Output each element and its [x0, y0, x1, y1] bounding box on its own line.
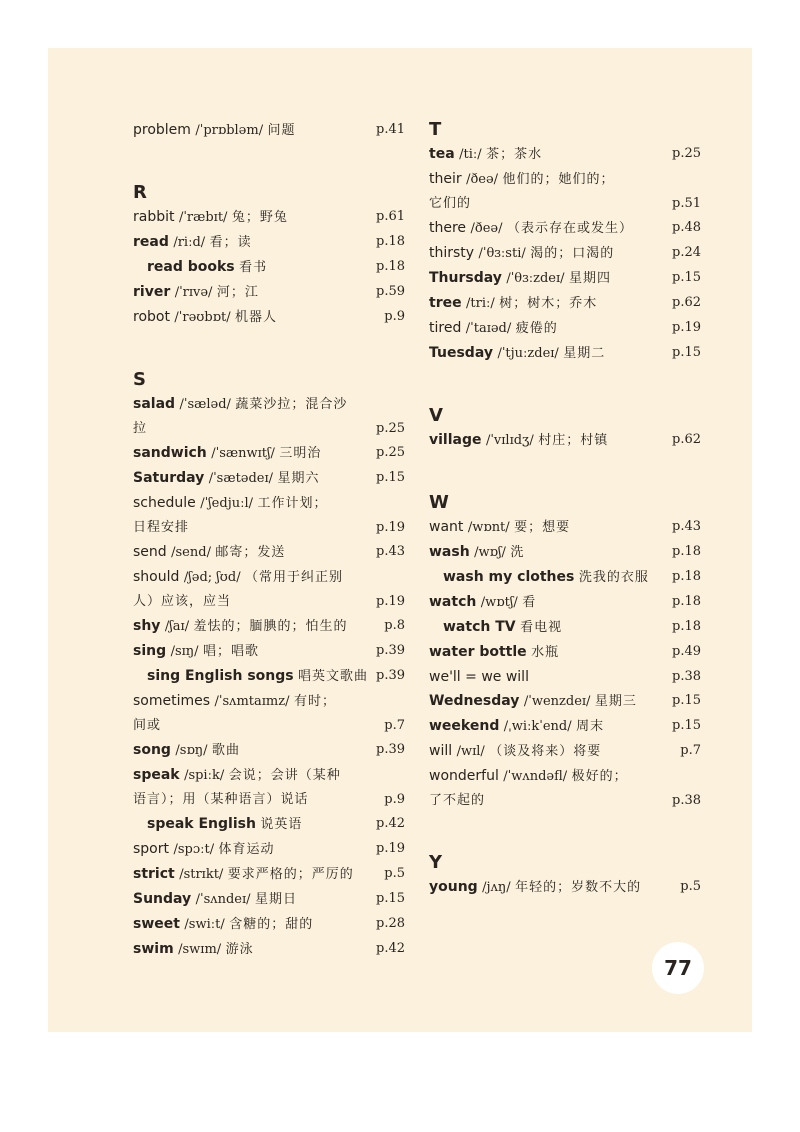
glossary-entry	[133, 441, 405, 466]
entry-word: tree	[429, 295, 462, 311]
entry-pronunciation: /wɪl/	[456, 744, 485, 759]
entry-meaning: 含糖的；甜的	[229, 917, 314, 932]
entry-pronunciation: /wɒtʃ/	[480, 595, 518, 610]
section-spacer	[429, 366, 701, 390]
entry-meaning: 日程安排	[133, 520, 190, 535]
glossary-entry	[429, 241, 701, 266]
entry-pronunciation: /swɪm/	[178, 942, 222, 957]
entry-page-ref: p.62	[672, 432, 701, 447]
glossary-sub-entry	[429, 615, 701, 640]
entry-word: read	[133, 234, 169, 250]
entry-word: schedule	[133, 495, 196, 511]
glossary-entry	[429, 515, 701, 540]
entry-page-ref: p.38	[672, 669, 701, 684]
glossary-entry	[429, 216, 701, 241]
entry-pronunciation: /swiːt/	[184, 917, 225, 932]
glossary-entry	[429, 142, 701, 167]
entry-word: Sunday	[133, 891, 192, 907]
glossary-entry	[133, 118, 405, 143]
entry-word: send	[133, 544, 167, 560]
entry-pronunciation: /ˈrəʊbɒt/	[174, 310, 231, 325]
entry-meaning: 渴的；口渴的	[530, 246, 615, 261]
entry-continuation	[429, 789, 701, 813]
entry-page-ref: p.15	[376, 891, 405, 906]
entry-pronunciation: /ˈprɒbləm/	[195, 123, 264, 138]
entry-continuation	[133, 714, 405, 738]
entry-meaning: 了不起的	[429, 793, 486, 808]
entry-page-ref: p.25	[376, 421, 405, 436]
entry-meaning: 人）应该，应当	[133, 594, 232, 609]
glossary-entry	[429, 640, 701, 665]
glossary-entry	[133, 639, 405, 664]
glossary-entry	[429, 689, 701, 714]
entry-page-ref: p.38	[672, 793, 701, 808]
entry-meaning: 问题	[267, 123, 296, 138]
glossary-entry	[133, 540, 405, 565]
entry-meaning: 周末	[576, 719, 605, 734]
letter-heading: T	[429, 119, 442, 140]
entry-pronunciation: /wɒnt/	[467, 520, 510, 535]
entry-word: we'll = we will	[429, 669, 529, 685]
entry-meaning: 看	[522, 595, 537, 610]
entry-meaning: 村庄；村镇	[538, 433, 609, 448]
entry-meaning: 歌曲	[212, 743, 241, 758]
entry-meaning: 洗	[510, 545, 525, 560]
entry-pronunciation: /send/	[171, 545, 211, 560]
glossary-entry	[429, 590, 701, 615]
entry-word: speak	[133, 767, 180, 783]
glossary-entry	[429, 714, 701, 739]
entry-page-ref: p.42	[376, 816, 405, 831]
section-spacer	[133, 143, 405, 167]
glossary-entry	[133, 763, 405, 788]
entry-word: should	[133, 569, 180, 585]
entry-page-ref: p.15	[672, 270, 701, 285]
glossary-entry	[429, 764, 701, 789]
entry-word: will	[429, 743, 453, 759]
entry-meaning: 兔；野兔	[231, 210, 288, 225]
entry-word: wash	[429, 544, 470, 560]
entry-meaning: 茶；茶水	[486, 147, 543, 162]
entry-pronunciation: /ˈʃedjuːl/	[200, 496, 254, 511]
entry-word: river	[133, 284, 171, 300]
entry-page-ref: p.18	[376, 234, 405, 249]
entry-meaning: 河；江	[216, 285, 259, 300]
entry-page-ref: p.43	[376, 544, 405, 559]
entry-meaning: 体育运动	[218, 842, 275, 857]
entry-word: salad	[133, 396, 176, 412]
letter-heading: S	[133, 369, 146, 390]
entry-meaning: 三明治	[279, 446, 322, 461]
entry-meaning: 要求严格的；严厉的	[227, 867, 354, 882]
entry-meaning: 工作计划；	[257, 496, 328, 511]
entry-pronunciation: /ˈθɜːzdeɪ/	[506, 271, 565, 286]
glossary-entry	[133, 305, 405, 330]
entry-word: swim	[133, 941, 174, 957]
entry-word: wonderful	[429, 768, 499, 784]
entry-meaning: 年轻的；岁数不大的	[515, 880, 642, 895]
entry-pronunciation: /triː/	[466, 296, 495, 311]
entry-pronunciation: /riːd/	[173, 235, 206, 250]
glossary-entry	[429, 428, 701, 453]
entry-meaning: 水瓶	[531, 645, 560, 660]
entry-word: Tuesday	[429, 345, 493, 361]
entry-word: robot	[133, 309, 170, 325]
entry-pronunciation: /sɒŋ/	[175, 743, 208, 758]
entry-word: speak English	[147, 816, 256, 832]
entry-word: Saturday	[133, 470, 205, 486]
entry-meaning: 他们的；她们的；	[502, 172, 615, 187]
entry-meaning: 唱；唱歌	[203, 644, 260, 659]
entry-meaning: 说英语	[260, 817, 303, 832]
entry-pronunciation: /wɒʃ/	[474, 545, 506, 560]
entry-pronunciation: /spiːk/	[184, 768, 225, 783]
entry-page-ref: p.49	[672, 644, 701, 659]
entry-word: sport	[133, 841, 169, 857]
glossary-sub-entry	[133, 255, 405, 280]
entry-page-ref: p.19	[672, 320, 701, 335]
entry-page-ref: p.15	[672, 693, 701, 708]
glossary-entry	[429, 665, 701, 689]
glossary-entry	[133, 614, 405, 639]
entry-pronunciation: /ʃaɪ/	[164, 619, 190, 634]
entry-pronunciation: /ðeə/	[470, 221, 503, 236]
entry-page-ref: p.39	[376, 643, 405, 658]
entry-page-ref: p.7	[680, 743, 701, 758]
entry-page-ref: p.5	[384, 866, 405, 881]
entry-page-ref: p.42	[376, 941, 405, 956]
letter-heading: V	[429, 405, 443, 426]
glossary-sub-entry	[133, 664, 405, 689]
entry-page-ref: p.18	[376, 259, 405, 274]
glossary-column-right	[429, 118, 701, 900]
glossary-entry	[429, 316, 701, 341]
entry-page-ref: p.62	[672, 295, 701, 310]
entry-word: rabbit	[133, 209, 175, 225]
entry-page-ref: p.18	[672, 594, 701, 609]
entry-page-ref: p.61	[376, 209, 405, 224]
entry-page-ref: p.41	[376, 122, 405, 137]
glossary-entry	[133, 280, 405, 305]
entry-meaning: 星期三	[594, 694, 637, 709]
entry-pronunciation: /ˈsænwɪtʃ/	[211, 446, 275, 461]
entry-pronunciation: /ˈrɪvə/	[174, 285, 213, 300]
entry-page-ref: p.25	[376, 445, 405, 460]
entry-pronunciation: /tiː/	[459, 147, 482, 162]
glossary-entry	[133, 837, 405, 862]
entry-word: sing	[133, 643, 167, 659]
entry-pronunciation: /ˈtjuːzdeɪ/	[497, 346, 559, 361]
entry-meaning: 疲倦的	[515, 321, 558, 336]
glossary-entry	[133, 205, 405, 230]
entry-word: their	[429, 171, 462, 187]
entry-word: watch TV	[443, 619, 516, 635]
section-spacer	[429, 453, 701, 477]
entry-page-ref: p.15	[672, 345, 701, 360]
glossary-entry	[133, 738, 405, 763]
entry-meaning: 它们的	[429, 196, 472, 211]
glossary-entry	[429, 875, 701, 900]
glossary-entry	[429, 341, 701, 366]
entry-meaning: 看；读	[209, 235, 252, 250]
entry-pronunciation: /ˈwenzdeɪ/	[523, 694, 591, 709]
entry-meaning: 间或	[133, 718, 162, 733]
entry-pronunciation: /ˌwiːkˈend/	[503, 719, 572, 734]
entry-continuation	[429, 192, 701, 216]
glossary-entry	[429, 540, 701, 565]
glossary-entry	[429, 266, 701, 291]
entry-pronunciation: /ðeə/	[466, 172, 499, 187]
entry-page-ref: p.5	[680, 879, 701, 894]
entry-word: song	[133, 742, 171, 758]
entry-pronunciation: /ˈθɜːsti/	[478, 246, 526, 261]
entry-word: sometimes	[133, 693, 211, 709]
glossary-entry	[133, 937, 405, 962]
glossary-entry	[133, 912, 405, 937]
letter-heading: W	[429, 492, 449, 513]
entry-meaning: 会说；会讲（某种	[228, 768, 341, 783]
entry-word: there	[429, 220, 467, 236]
entry-meaning: 星期四	[568, 271, 611, 286]
entry-pronunciation: /ˈtaɪəd/	[465, 321, 512, 336]
entry-word: sweet	[133, 916, 180, 932]
entry-meaning: 游泳	[225, 942, 254, 957]
glossary-column-left	[133, 118, 405, 962]
entry-meaning: 羞怯的；腼腆的；怕生的	[193, 619, 348, 634]
entry-pronunciation: /ˈvɪlɪdʒ/	[485, 433, 534, 448]
entry-page-ref: p.19	[376, 520, 405, 535]
entry-page-ref: p.43	[672, 519, 701, 534]
entry-page-ref: p.8	[384, 618, 405, 633]
entry-meaning: 有时；	[293, 694, 336, 709]
entry-page-ref: p.39	[376, 742, 405, 757]
entry-continuation	[133, 417, 405, 441]
glossary-sub-entry	[133, 812, 405, 837]
glossary-entry	[429, 167, 701, 192]
glossary-entry	[133, 491, 405, 516]
entry-word: tired	[429, 320, 462, 336]
entry-meaning: 机器人	[235, 310, 278, 325]
entry-pronunciation: /strɪkt/	[179, 867, 224, 882]
entry-meaning: 邮寄；发送	[215, 545, 286, 560]
entry-page-ref: p.15	[672, 718, 701, 733]
glossary-sub-entry	[429, 565, 701, 590]
entry-page-ref: p.19	[376, 841, 405, 856]
entry-word: sandwich	[133, 445, 207, 461]
entry-page-ref: p.9	[384, 792, 405, 807]
entry-word: read books	[147, 259, 235, 275]
entry-meaning: （表示存在或发生）	[506, 221, 633, 236]
entry-page-ref: p.18	[672, 544, 701, 559]
section-spacer	[133, 330, 405, 354]
entry-word: thirsty	[429, 245, 475, 261]
entry-meaning: （常用于纠正别	[245, 570, 344, 585]
entry-meaning: （谈及将来）将要	[489, 744, 602, 759]
letter-heading: Y	[429, 852, 443, 873]
entry-word: Thursday	[429, 270, 502, 286]
entry-meaning: 语言）；用（某种语言）说话	[133, 792, 309, 807]
entry-page-ref: p.39	[376, 668, 405, 683]
entry-word: village	[429, 432, 482, 448]
entry-word: water bottle	[429, 644, 527, 660]
entry-meaning: 星期六	[277, 471, 320, 486]
entry-word: tea	[429, 146, 455, 162]
entry-meaning: 看书	[239, 260, 268, 275]
entry-page-ref: p.28	[376, 916, 405, 931]
entry-pronunciation: /jʌŋ/	[482, 880, 511, 895]
entry-pronunciation: /ˈsætədeɪ/	[208, 471, 274, 486]
page-number: 77	[652, 942, 704, 994]
glossary-entry	[133, 392, 405, 417]
glossary-entry	[133, 565, 405, 590]
entry-pronunciation: /ʃəd; ʃʊd/	[183, 570, 241, 585]
entry-meaning: 星期日	[255, 892, 298, 907]
entry-meaning: 树；树木；乔木	[499, 296, 598, 311]
entry-word: want	[429, 519, 464, 535]
entry-pronunciation: /sɪŋ/	[170, 644, 199, 659]
entry-page-ref: p.24	[672, 245, 701, 260]
glossary-entry	[133, 862, 405, 887]
entry-meaning: 蔬菜沙拉；混合沙	[235, 397, 348, 412]
entry-page-ref: p.59	[376, 284, 405, 299]
entry-word: sing English songs	[147, 668, 294, 684]
entry-page-ref: p.18	[672, 569, 701, 584]
entry-pronunciation: /ˈræbɪt/	[178, 210, 228, 225]
entry-page-ref: p.7	[384, 718, 405, 733]
entry-page-ref: p.48	[672, 220, 701, 235]
glossary-entry	[429, 291, 701, 316]
entry-pronunciation: /ˈsʌndeɪ/	[195, 892, 251, 907]
entry-meaning: 看电视	[520, 620, 563, 635]
entry-pronunciation: /ˈwʌndəfl/	[503, 769, 568, 784]
entry-meaning: 极好的；	[571, 769, 628, 784]
entry-word: problem	[133, 122, 191, 138]
entry-meaning: 要；想要	[514, 520, 571, 535]
entry-pronunciation: /ˈsʌmtaɪmz/	[214, 694, 290, 709]
entry-word: wash my clothes	[443, 569, 575, 585]
glossary-entry	[133, 230, 405, 255]
entry-word: Wednesday	[429, 693, 520, 709]
letter-heading: R	[133, 182, 147, 203]
section-spacer	[429, 813, 701, 837]
entry-page-ref: p.19	[376, 594, 405, 609]
entry-word: strict	[133, 866, 175, 882]
entry-meaning: 唱英文歌曲	[298, 669, 369, 684]
glossary-entry	[133, 466, 405, 491]
glossary-entry	[133, 887, 405, 912]
entry-meaning: 洗我的衣服	[578, 570, 649, 585]
glossary-entry	[133, 689, 405, 714]
entry-word: watch	[429, 594, 477, 610]
entry-page-ref: p.18	[672, 619, 701, 634]
entry-continuation	[133, 788, 405, 812]
glossary-entry	[429, 739, 701, 764]
entry-page-ref: p.51	[672, 196, 701, 211]
entry-meaning: 拉	[133, 421, 148, 436]
entry-meaning: 星期二	[563, 346, 606, 361]
entry-continuation	[133, 516, 405, 540]
entry-page-ref: p.25	[672, 146, 701, 161]
entry-word: young	[429, 879, 478, 895]
entry-page-ref: p.15	[376, 470, 405, 485]
entry-word: shy	[133, 618, 161, 634]
entry-pronunciation: /ˈsæləd/	[179, 397, 231, 412]
entry-continuation	[133, 590, 405, 614]
entry-page-ref: p.9	[384, 309, 405, 324]
entry-word: weekend	[429, 718, 500, 734]
entry-pronunciation: /spɔːt/	[173, 842, 215, 857]
